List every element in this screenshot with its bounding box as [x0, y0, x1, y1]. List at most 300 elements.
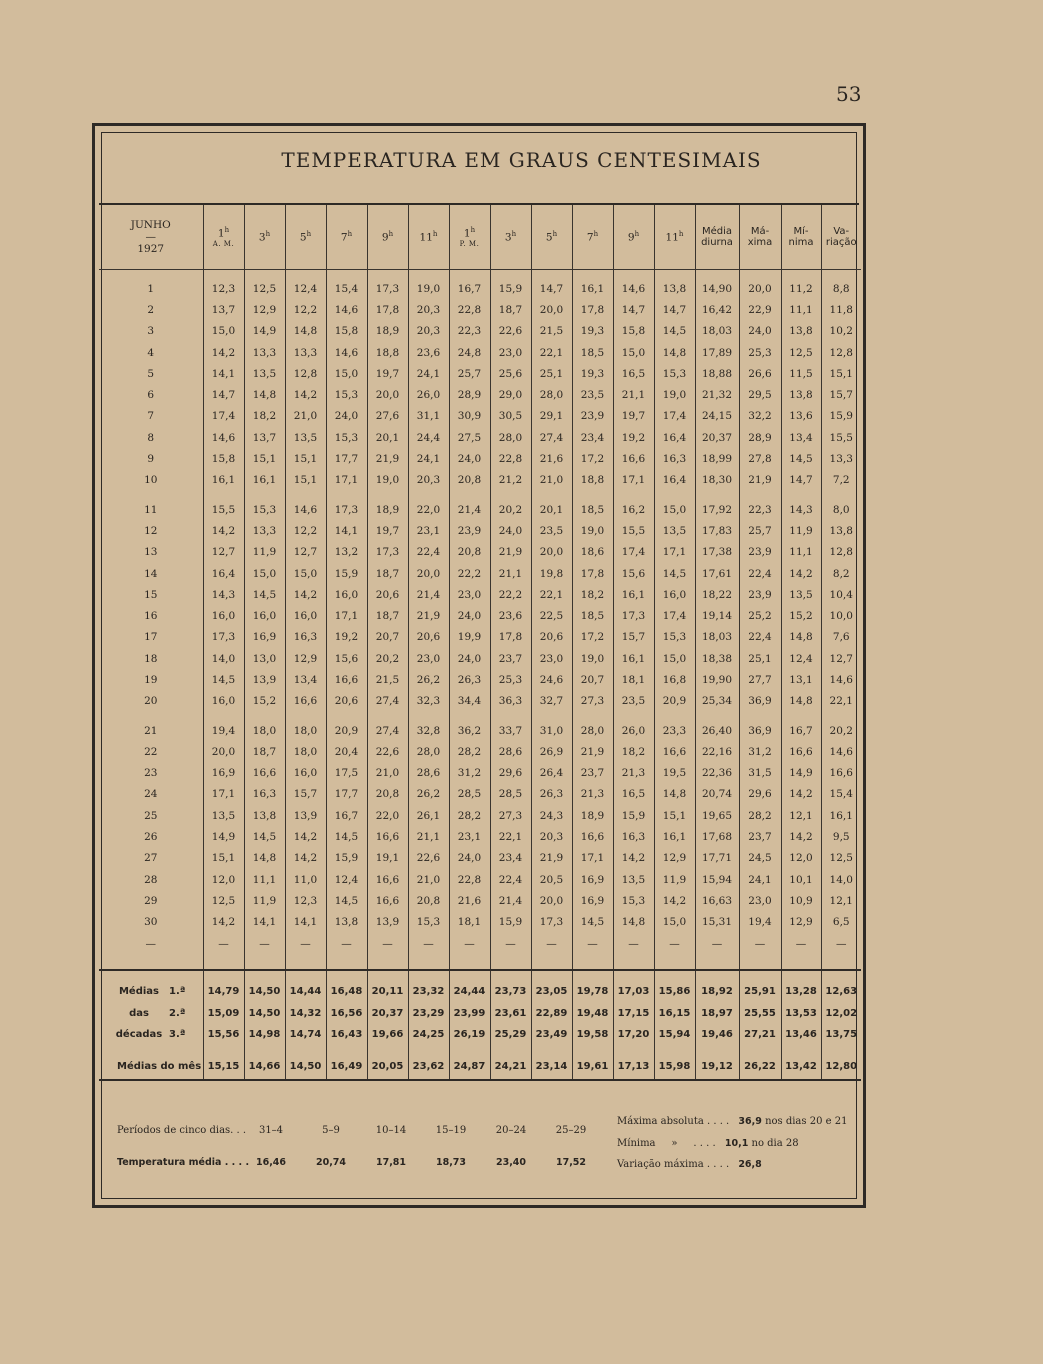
value-cell: 20,6	[408, 627, 449, 648]
value-cell: 16,9	[572, 890, 613, 911]
value-cell: 16,6	[367, 869, 408, 890]
value-cell: 20,3	[408, 321, 449, 342]
value-cell: 16,0	[203, 691, 244, 712]
absolute-max-line: Máxima absoluta . . . . 36,9 nos dias 20 e 21	[617, 1116, 848, 1127]
decade-value: 19,66	[367, 1024, 408, 1046]
dash-cell: —	[654, 933, 695, 955]
value-cell: 27,8	[739, 448, 781, 469]
value-cell: 14,5	[326, 890, 367, 911]
value-cell: 24,8	[449, 342, 490, 363]
value-cell: 12,7	[821, 648, 861, 669]
value-cell: 14,7	[531, 278, 572, 299]
value-cell: 21,6	[531, 448, 572, 469]
value-cell: 17,71	[695, 848, 739, 869]
month-average-value: 15,15	[203, 1053, 244, 1080]
value-cell: 20,0	[367, 384, 408, 405]
value-cell: 14,8	[244, 384, 285, 405]
hour-label: 5	[299, 231, 307, 244]
value-cell: 11,2	[781, 278, 821, 299]
value-cell: 18,22	[695, 584, 739, 605]
value-cell: 17,3	[326, 499, 367, 520]
value-cell: 19,0	[572, 648, 613, 669]
value-cell: 23,9	[739, 584, 781, 605]
value-cell: 14,8	[285, 321, 326, 342]
value-cell: 23,7	[739, 826, 781, 847]
day-cell: 14	[144, 567, 158, 580]
value-cell: 14,2	[285, 848, 326, 869]
day-cell: 25	[144, 809, 158, 822]
value-cell: 15,5	[613, 520, 654, 541]
value-cell: 21,1	[490, 563, 531, 584]
value-cell: 13,8	[781, 384, 821, 405]
value-cell: 14,8	[781, 627, 821, 648]
hour-label: 11	[665, 231, 679, 244]
hour-header: 11$^h$	[654, 205, 695, 270]
value-cell: 24,1	[739, 869, 781, 890]
period-value: 10–14	[375, 1125, 407, 1136]
value-cell: 16,8	[654, 669, 695, 690]
decade-value: 15,09	[203, 1002, 244, 1024]
value-cell: 14,8	[654, 784, 695, 805]
value-cell: 19,7	[613, 406, 654, 427]
value-cell: 14,2	[781, 784, 821, 805]
value-cell: 22,3	[739, 499, 781, 520]
value-cell: 23,9	[739, 542, 781, 563]
value-cell: 17,7	[326, 784, 367, 805]
value-cell: 14,6	[203, 427, 244, 448]
month-average-value: 19,61	[572, 1053, 613, 1080]
value-cell: 17,8	[572, 299, 613, 320]
value-cell: 21,1	[408, 826, 449, 847]
value-cell: 18,1	[449, 912, 490, 933]
table-row	[99, 720, 861, 741]
value-cell: 36,3	[490, 691, 531, 712]
table-row	[99, 805, 861, 826]
value-cell: 20,7	[572, 669, 613, 690]
value-cell: 19,2	[613, 427, 654, 448]
value-cell: 12,5	[244, 278, 285, 299]
value-cell: 25,7	[449, 363, 490, 384]
month-average-value: 13,42	[781, 1053, 821, 1080]
day-cell: 26	[144, 831, 158, 844]
hour-label: 9	[381, 231, 389, 244]
decade-value: 19,58	[572, 1024, 613, 1046]
value-cell: 18,0	[244, 720, 285, 741]
value-cell: 25,3	[490, 669, 531, 690]
day-cell: 29	[144, 894, 158, 907]
value-cell: 13,5	[613, 869, 654, 890]
value-cell: 14,2	[781, 563, 821, 584]
value-cell: 14,0	[821, 869, 861, 890]
value-cell: 22,5	[531, 605, 572, 626]
value-cell: 20,3	[408, 470, 449, 491]
value-cell: 21,6	[449, 890, 490, 911]
period-value: 20–24	[495, 1125, 527, 1136]
decade-value: 23,29	[408, 1002, 449, 1024]
table-row	[99, 427, 861, 448]
value-cell: 24,0	[490, 520, 531, 541]
decade-value: 16,15	[654, 1002, 695, 1024]
table-row	[99, 784, 861, 805]
value-cell: 17,1	[326, 605, 367, 626]
value-cell: 13,3	[285, 342, 326, 363]
value-cell: 18,5	[572, 342, 613, 363]
value-cell: 12,9	[781, 912, 821, 933]
day-cell: 13	[144, 546, 158, 559]
value-cell: 13,5	[244, 363, 285, 384]
value-cell: 16,2	[613, 499, 654, 520]
value-cell: 26,4	[531, 763, 572, 784]
value-cell: 16,1	[613, 648, 654, 669]
value-cell: 27,4	[367, 691, 408, 712]
value-cell: 14,1	[244, 912, 285, 933]
value-cell: 14,7	[203, 384, 244, 405]
value-cell: 17,89	[695, 342, 739, 363]
value-cell: 18,2	[613, 741, 654, 762]
value-cell: 19,4	[203, 720, 244, 741]
decade-value: 25,91	[739, 981, 781, 1003]
value-cell: 19,7	[367, 363, 408, 384]
value-cell: 15,0	[654, 648, 695, 669]
decade-value: 26,19	[449, 1024, 490, 1046]
value-cell: 14,9	[203, 826, 244, 847]
value-cell: 15,3	[408, 912, 449, 933]
value-cell: 24,1	[408, 363, 449, 384]
meridiem-label: A. M.	[212, 239, 235, 248]
value-cell: 17,8	[490, 627, 531, 648]
decade-value: 22,89	[531, 1002, 572, 1024]
value-cell: 20,0	[531, 542, 572, 563]
averages-rows	[99, 955, 861, 1081]
value-cell: 15,8	[326, 321, 367, 342]
value-cell: 18,0	[285, 720, 326, 741]
value-cell: 18,9	[367, 499, 408, 520]
hour-label: 11	[419, 231, 433, 244]
value-cell: 12,5	[781, 342, 821, 363]
table-row	[99, 890, 861, 911]
value-cell: 15,6	[326, 648, 367, 669]
dash-cell: —	[821, 933, 861, 955]
value-cell: 18,6	[572, 542, 613, 563]
value-cell: 21,3	[613, 763, 654, 784]
value-cell: 33,7	[490, 720, 531, 741]
value-cell: 16,1	[572, 278, 613, 299]
value-cell: 15,3	[244, 499, 285, 520]
value-cell: 22,8	[449, 299, 490, 320]
value-cell: 28,6	[490, 741, 531, 762]
dash-cell: —	[739, 933, 781, 955]
table-row	[99, 470, 861, 491]
value-cell: 36,2	[449, 720, 490, 741]
month-average-value: 23,14	[531, 1053, 572, 1080]
day-cell: 22	[144, 745, 158, 758]
value-cell: 29,5	[739, 384, 781, 405]
value-cell: 14,90	[695, 278, 739, 299]
decade-value: 23,32	[408, 981, 449, 1003]
value-cell: 12,5	[821, 848, 861, 869]
value-cell: 24,0	[326, 406, 367, 427]
day-cell: 20	[144, 695, 158, 708]
day-cell: 30	[144, 916, 158, 929]
value-cell: 18,88	[695, 363, 739, 384]
value-cell: 16,1	[654, 826, 695, 847]
value-cell: 25,1	[739, 648, 781, 669]
decade-value: 19,46	[695, 1024, 739, 1046]
decade-value: 20,37	[367, 1002, 408, 1024]
value-cell: 8,0	[821, 499, 861, 520]
value-cell: 16,9	[572, 869, 613, 890]
value-cell: 16,5	[613, 784, 654, 805]
day-cell: 27	[144, 852, 158, 865]
value-cell: 16,6	[781, 741, 821, 762]
value-cell: 12,2	[285, 520, 326, 541]
value-cell: 18,0	[285, 741, 326, 762]
value-cell: 20,8	[449, 470, 490, 491]
value-cell: 7,2	[821, 470, 861, 491]
value-cell: 16,7	[781, 720, 821, 741]
day-cell: 11	[144, 503, 158, 516]
value-cell: 10,4	[821, 584, 861, 605]
value-cell: 14,8	[244, 848, 285, 869]
decade-value: 13,46	[781, 1024, 821, 1046]
table-row	[99, 384, 861, 405]
value-cell: 23,1	[449, 826, 490, 847]
value-cell: 15,0	[613, 342, 654, 363]
value-cell: 15,3	[613, 890, 654, 911]
value-cell: 22,9	[739, 299, 781, 320]
value-cell: 23,0	[531, 648, 572, 669]
value-cell: 21,9	[490, 542, 531, 563]
daily-rows	[99, 270, 861, 955]
value-cell: 16,4	[654, 470, 695, 491]
value-cell: 27,5	[449, 427, 490, 448]
value-cell: 15,1	[285, 448, 326, 469]
decade-value: 17,03	[613, 981, 654, 1003]
day-cell: 21	[144, 724, 158, 737]
table-row	[99, 584, 861, 605]
value-cell: 19,9	[449, 627, 490, 648]
month-average-value: 24,87	[449, 1053, 490, 1080]
dash-cell: —	[449, 933, 490, 955]
value-cell: 13,0	[244, 648, 285, 669]
period-value: 5–9	[322, 1125, 340, 1136]
value-cell: 22,8	[449, 869, 490, 890]
value-cell: 12,3	[285, 890, 326, 911]
value-cell: 14,5	[326, 826, 367, 847]
decade-value: 14,44	[285, 981, 326, 1003]
month-average-value: 14,66	[244, 1053, 285, 1080]
value-cell: 26,0	[613, 720, 654, 741]
value-cell: 14,1	[326, 520, 367, 541]
value-cell: 15,0	[244, 563, 285, 584]
value-cell: 17,4	[613, 542, 654, 563]
period-temperature: 16,46	[255, 1157, 287, 1168]
decade-value: 13,28	[781, 981, 821, 1003]
value-cell: 19,1	[367, 848, 408, 869]
day-cell: 15	[144, 588, 158, 601]
value-cell: 20,3	[408, 299, 449, 320]
value-cell: 15,6	[613, 563, 654, 584]
value-cell: 25,6	[490, 363, 531, 384]
table-row	[99, 563, 861, 584]
value-cell: 18,5	[572, 499, 613, 520]
hour-header: 5$^h$	[531, 205, 572, 270]
dash-cell: —	[695, 933, 739, 955]
value-cell: 28,0	[408, 741, 449, 762]
value-cell: 31,1	[408, 406, 449, 427]
table-row	[99, 648, 861, 669]
value-cell: 12,8	[285, 363, 326, 384]
table-row	[99, 869, 861, 890]
value-cell: 14,8	[613, 912, 654, 933]
hour-label: 9	[627, 231, 635, 244]
value-cell: 14,6	[326, 299, 367, 320]
value-cell: 16,63	[695, 890, 739, 911]
value-cell: 12,4	[326, 869, 367, 890]
day-cell: 1	[147, 282, 155, 295]
value-cell: 15,2	[781, 605, 821, 626]
value-cell: 23,5	[613, 691, 654, 712]
value-cell: 26,1	[408, 805, 449, 826]
value-cell: 20,0	[531, 890, 572, 911]
value-cell: 22,6	[367, 741, 408, 762]
value-cell: 29,0	[490, 384, 531, 405]
value-cell: 12,1	[821, 890, 861, 911]
value-cell: 14,5	[654, 321, 695, 342]
value-cell: 23,9	[449, 520, 490, 541]
value-cell: 25,7	[739, 520, 781, 541]
value-cell: 7,6	[821, 627, 861, 648]
dash-cell: —	[285, 933, 326, 955]
value-cell: 23,0	[449, 584, 490, 605]
value-cell: 16,6	[367, 890, 408, 911]
value-cell: 18,9	[572, 805, 613, 826]
value-cell: 14,1	[203, 363, 244, 384]
value-cell: 17,7	[326, 448, 367, 469]
value-cell: 31,5	[739, 763, 781, 784]
value-cell: 17,3	[367, 278, 408, 299]
value-cell: 16,3	[613, 826, 654, 847]
table-row	[99, 826, 861, 847]
table-row	[99, 691, 861, 712]
table-row	[99, 363, 861, 384]
value-cell: 28,0	[490, 427, 531, 448]
value-cell: 18,7	[490, 299, 531, 320]
value-cell: 17,2	[572, 448, 613, 469]
value-cell: 17,1	[326, 470, 367, 491]
variation-header: Va- riação	[821, 205, 861, 270]
value-cell: 14,5	[244, 584, 285, 605]
value-cell: 22,8	[490, 448, 531, 469]
value-cell: 14,6	[285, 499, 326, 520]
hour-label: 3	[258, 231, 266, 244]
month-average-value: 16,49	[326, 1053, 367, 1080]
month-average-label: Médias do mês	[99, 1053, 203, 1080]
decade-value: 27,21	[739, 1024, 781, 1046]
value-cell: 14,8	[781, 691, 821, 712]
table-row	[99, 627, 861, 648]
value-cell: 16,6	[821, 763, 861, 784]
value-cell: 19,2	[326, 627, 367, 648]
decade-value: 17,15	[613, 1002, 654, 1024]
value-cell: 20,74	[695, 784, 739, 805]
value-cell: 14,2	[285, 584, 326, 605]
value-cell: 17,61	[695, 563, 739, 584]
decade-row	[99, 1002, 861, 1024]
hour-header: 1$^h$ A. M.	[203, 205, 244, 270]
value-cell: 29,1	[531, 406, 572, 427]
decade-value: 13,75	[821, 1024, 861, 1046]
value-cell: 20,0	[203, 741, 244, 762]
value-cell: 11,1	[244, 869, 285, 890]
value-cell: 12,1	[781, 805, 821, 826]
decade-value: 19,48	[572, 1002, 613, 1024]
value-cell: 24,4	[408, 427, 449, 448]
value-cell: 30,9	[449, 406, 490, 427]
value-cell: 30,5	[490, 406, 531, 427]
value-cell: 18,2	[244, 406, 285, 427]
value-cell: 19,5	[654, 763, 695, 784]
value-cell: 32,7	[531, 691, 572, 712]
meridiem-label: P. M.	[459, 239, 480, 248]
value-cell: 13,9	[285, 805, 326, 826]
hour-label: 5	[545, 231, 553, 244]
day-cell: 24	[144, 788, 158, 801]
value-cell: 22,1	[490, 826, 531, 847]
value-cell: 27,4	[367, 720, 408, 741]
period-value: 15–19	[435, 1125, 467, 1136]
value-cell: 23,3	[654, 720, 695, 741]
value-cell: 12,9	[285, 648, 326, 669]
value-cell: 20,2	[821, 720, 861, 741]
value-cell: 20,8	[408, 890, 449, 911]
value-cell: 14,0	[203, 648, 244, 669]
value-cell: 14,7	[613, 299, 654, 320]
value-cell: 14,2	[613, 848, 654, 869]
hour-header: 7$^h$	[326, 205, 367, 270]
value-cell: 27,3	[490, 805, 531, 826]
value-cell: 19,3	[572, 363, 613, 384]
value-cell: 16,3	[654, 448, 695, 469]
value-cell: 13,3	[244, 342, 285, 363]
value-cell: 16,42	[695, 299, 739, 320]
value-cell: 15,3	[654, 363, 695, 384]
decade-value: 23,73	[490, 981, 531, 1003]
value-cell: 16,1	[613, 584, 654, 605]
decade-value: 24,44	[449, 981, 490, 1003]
value-cell: 15,8	[203, 448, 244, 469]
value-cell: 12,0	[203, 869, 244, 890]
page-title: TEMPERATURA EM GRAUS CENTESIMAIS	[281, 148, 762, 172]
value-cell: 16,0	[285, 605, 326, 626]
value-cell: 20,0	[739, 278, 781, 299]
day-cell: 12	[144, 524, 158, 537]
value-cell: 14,7	[781, 470, 821, 491]
value-cell: 21,9	[739, 470, 781, 491]
daily-mean-header: Média diurna	[695, 205, 739, 270]
value-cell: 24,15	[695, 406, 739, 427]
value-cell: 6,5	[821, 912, 861, 933]
value-cell: 11,9	[244, 542, 285, 563]
value-cell: 14,6	[821, 741, 861, 762]
value-cell: 17,3	[203, 627, 244, 648]
value-cell: 20,1	[367, 427, 408, 448]
value-cell: 20,0	[531, 299, 572, 320]
value-cell: 24,0	[449, 848, 490, 869]
value-cell: 21,1	[613, 384, 654, 405]
value-cell: 13,1	[781, 669, 821, 690]
value-cell: 15,7	[821, 384, 861, 405]
